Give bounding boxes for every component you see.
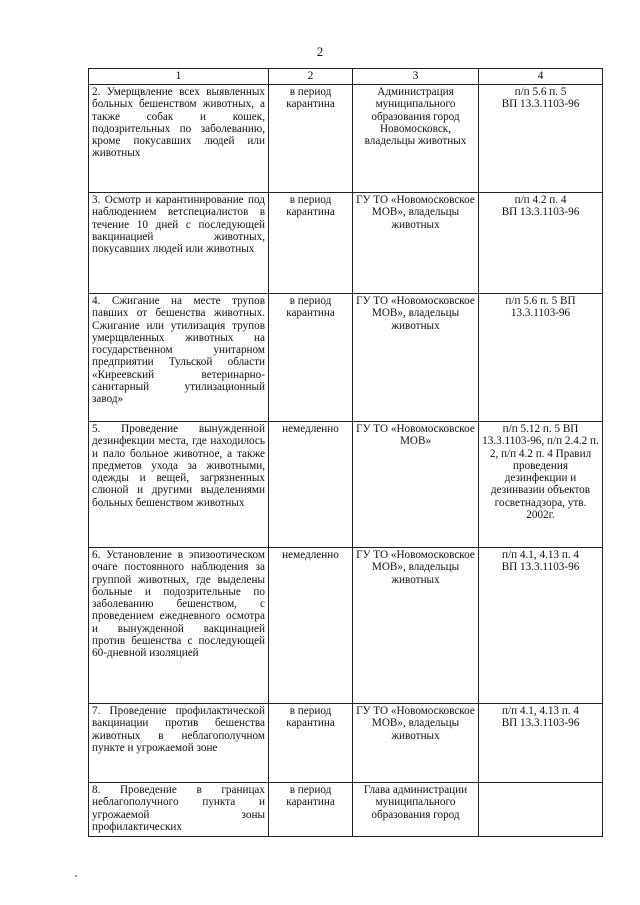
reference-cell [479, 193, 603, 294]
responsible-text: ГУ ТО «Новомосковское МОВ», владельцы животных [356, 194, 475, 231]
responsible-text: ГУ ТО «Новомосковское МОВ», владельцы животных [356, 295, 475, 332]
measure-cell [89, 422, 269, 548]
reference-cell [479, 704, 603, 783]
measure-text: 7. Проведение профилактической вакцинации против бешенства животных в неблагополучном пункте и угрожаемой зоне [92, 705, 265, 754]
responsible-cell [353, 704, 479, 783]
deadline-text: в период карантина [286, 86, 335, 111]
responsible-cell [353, 85, 479, 193]
reference-cell [479, 783, 603, 837]
reference-text: п/п 4.2 п. 4 ВП 13.3.1103-96 [501, 194, 580, 219]
table-row [89, 704, 603, 783]
measure-cell [89, 85, 269, 193]
responsible-cell [353, 193, 479, 294]
deadline-cell [269, 85, 353, 193]
responsible-cell [353, 548, 479, 704]
reference-text: п/п 5.6 п. 5 ВП 13.3.1103-96 [501, 86, 580, 111]
scan-speck [75, 875, 77, 877]
deadline-text: немедленно [282, 549, 339, 561]
reference-cell [479, 548, 603, 704]
measure-cell [89, 704, 269, 783]
page-number: 2 [316, 44, 324, 59]
table-row [89, 193, 603, 294]
table-row [89, 422, 603, 548]
reference-cell [479, 85, 603, 193]
deadline-text: в период карантина [286, 295, 335, 320]
header-col-4: 4 [479, 69, 603, 85]
reference-text: п/п 5.6 п. 5 ВП 13.3.1103-96 [505, 295, 576, 320]
header-col-1: 1 [89, 69, 269, 85]
responsible-cell [353, 783, 479, 837]
deadline-text: немедленно [282, 423, 339, 435]
reference-text: п/п 5.12 п. 5 ВП 13.3.1103-96, п/п 2.4.2 п. 2, п/п 4.2 п. 4 Правил проведения дезинфекции и дезинвазии объектов госветнадзора, утв. 2002г. [482, 423, 599, 522]
responsible-cell [353, 422, 479, 548]
table-row [89, 548, 603, 704]
responsible-text: Администрация муниципального образования город Новомосковск, владельцы животных [364, 86, 467, 148]
measure-cell [89, 783, 269, 837]
measure-text: 2. Умерщвление всех выявленных больных бешенством животных, а также собак и кошек, подозрительных по заболеванию, кроме покусавших людей или животных [92, 86, 265, 160]
header-col-2: 2 [269, 69, 353, 85]
reference-cell [479, 294, 603, 422]
deadline-text: в период карантина [286, 705, 335, 730]
measure-cell [89, 294, 269, 422]
measure-text: 5. Проведение вынужденной дезинфекции места, где находилось и пало больное животное, а также предметов ухода за животными, одежды и вещей, загрязненных слюной и другими выделениями больных бешенством животных [92, 423, 265, 509]
deadline-cell [269, 548, 353, 704]
responsible-cell [353, 294, 479, 422]
reference-text: п/п 4.1, 4.13 п. 4 ВП 13.3.1103-96 [501, 705, 580, 730]
table-row [89, 85, 603, 193]
responsible-text: ГУ ТО «Новомосковское МОВ» [356, 423, 475, 448]
deadline-cell [269, 783, 353, 837]
measure-cell [89, 193, 269, 294]
measures-table [88, 68, 603, 837]
reference-text: п/п 4.1, 4.13 п. 4 ВП 13.3.1103-96 [501, 549, 580, 574]
responsible-text: ГУ ТО «Новомосковское МОВ», владельцы животных [356, 549, 475, 586]
deadline-cell [269, 704, 353, 783]
deadline-cell [269, 193, 353, 294]
deadline-text: в период карантина [286, 784, 335, 809]
table-row [89, 783, 603, 837]
measure-text: 3. Осмотр и карантинирование под наблюдением ветспециалистов в течение 10 дней с последующей вакцинацией животных, покусавших людей или животных [92, 194, 265, 256]
measure-text: 4. Сжигание на месте трупов павших от бешенства животных. Сжигание или утилизация трупов умерщвленных животных на государственном унитарном предприятии Тульской области «Киреевский ветеринарно-санитарный утилизационный завод» [92, 295, 265, 406]
header-col-3: 3 [353, 69, 479, 85]
deadline-text: в период карантина [286, 194, 335, 219]
measure-text: 6. Установление в эпизоотическом очаге постоянного наблюдения за группой животных, где выделены больные и подозрительные по заболеванию бешенством, с проведением ежедневного осмотра и вынужденной вакцинацией против бешенства с последующей 60-дневной изоляцией [92, 549, 265, 660]
reference-cell [479, 422, 603, 548]
responsible-text: Глава администрации муниципального образования город [363, 784, 468, 821]
deadline-cell [269, 294, 353, 422]
measure-text: 8. Проведение в границах неблагополучного пункта и угрожаемой зоны профилактических [92, 784, 265, 833]
measure-cell [89, 548, 269, 704]
responsible-text: ГУ ТО «Новомосковское МОВ», владельцы животных [356, 705, 475, 742]
table-row [89, 294, 603, 422]
table-header-row [89, 69, 603, 85]
deadline-cell [269, 422, 353, 548]
